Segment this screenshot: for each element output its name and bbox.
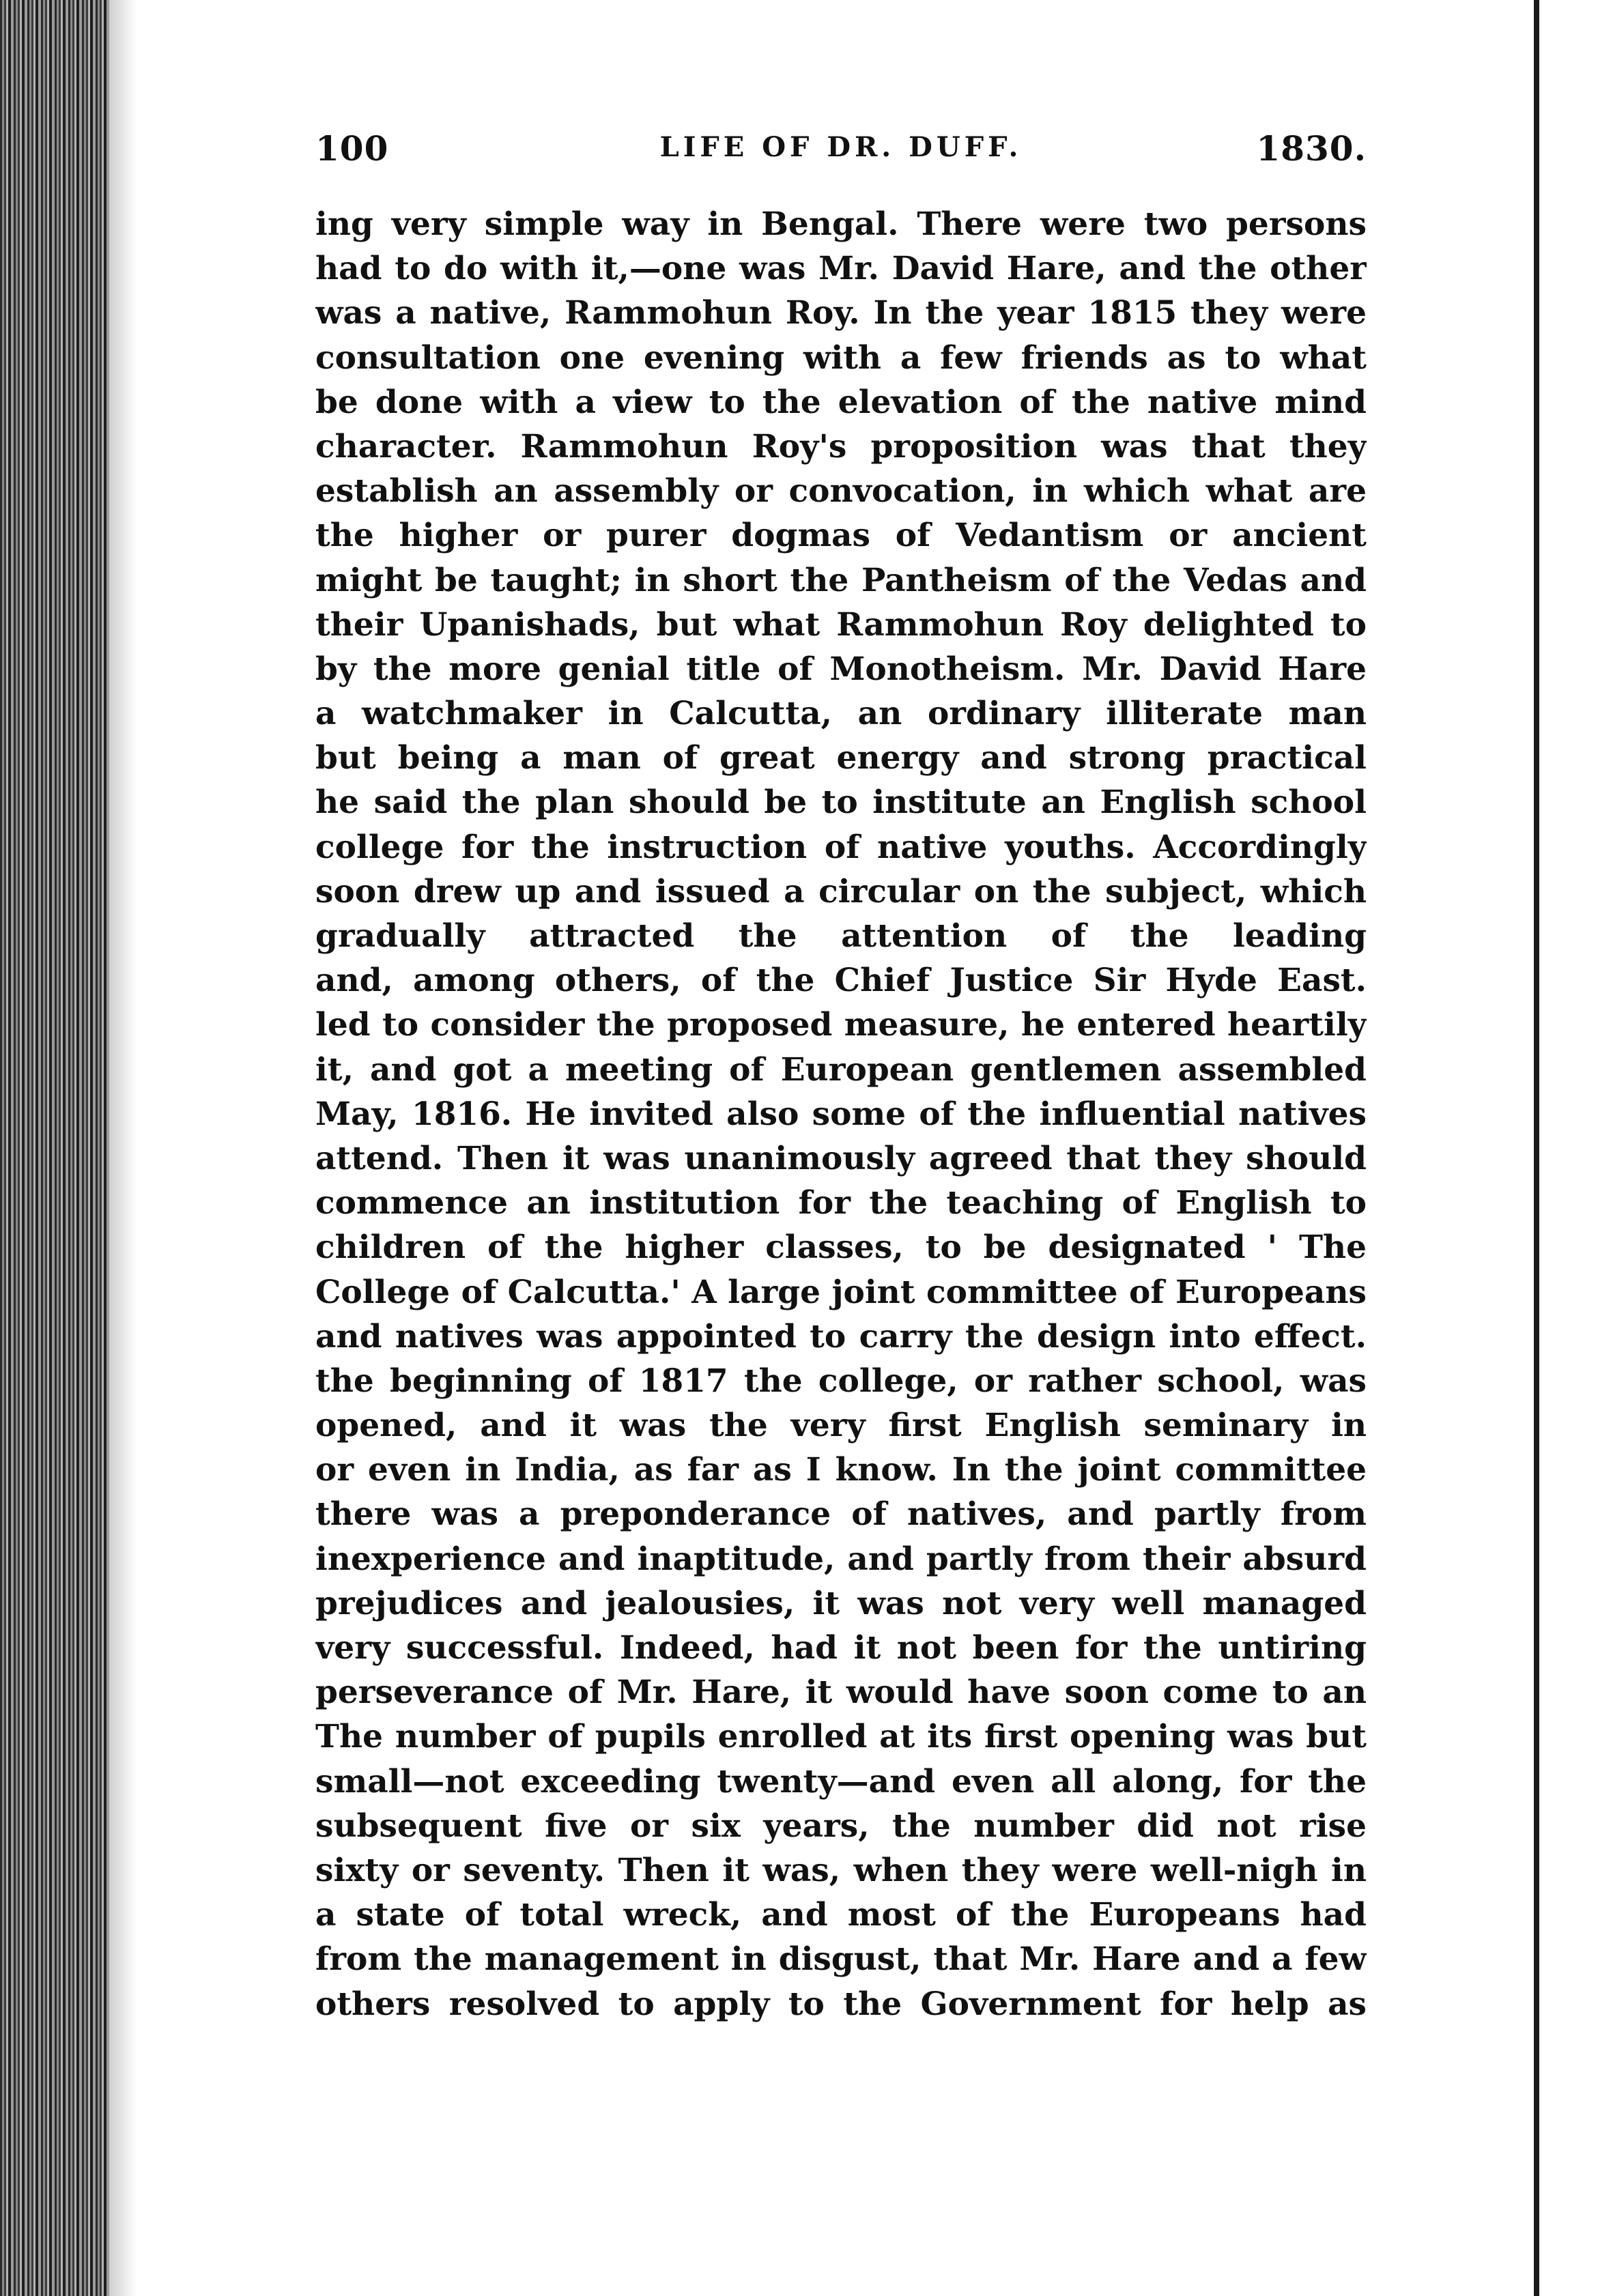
body-text [315,202,1367,2026]
text-line-content: be done with a view to the elevation of the native mind [315,383,1367,421]
text-line-content: College of Calcutta.' A large joint committee of Europeans [315,1273,1367,1311]
text-line-content: ing very simple way in Bengal. There were two persons [315,205,1367,243]
text-line [315,1181,1367,1225]
text-line [315,1492,1367,1536]
text-line-content: a watchmaker in Calcutta, an ordinary illiterate man [315,695,1367,733]
book-spine-gutter [0,0,109,2296]
text-line-content: he said the plan should be to institute an English school [315,784,1367,822]
text-line-content: consultation one evening with a few friends as to what [315,339,1367,377]
text-line-content: was a native, Rammohun Roy. In the year 1815 they were [315,294,1367,332]
text-line [315,1626,1367,1670]
text-line [315,469,1367,513]
text-line-content: commence an institution for the teaching of English to [315,1184,1367,1222]
text-line [315,603,1367,647]
running-head-title: LIFE OF DR. DUFF. [659,131,1023,163]
text-line [315,1092,1367,1136]
text-line-content: opened, and it was the very first English seminary in [315,1407,1367,1445]
text-line-content: sixty or seventy. Then it was, when they were well-nigh in [315,1851,1367,1889]
text-line-content: character. Rammohun Roy's proposition was that they [315,427,1367,465]
text-line [315,1270,1367,1315]
text-line-content: the higher or purer dogmas of Vedantism or ancient [315,517,1367,555]
page-number: 100 [315,128,389,169]
text-line-content: children of the higher classes, to be designated ' The [315,1229,1367,1267]
text-line [315,246,1367,291]
text-line-content: and natives was appointed to carry the design into effect. [315,1317,1367,1355]
text-line [315,1315,1367,1359]
text-line [315,1136,1367,1181]
running-head-year: 1830. [1256,128,1367,169]
text-line-content: but being a man of great energy and strong practical [315,739,1367,777]
text-line [315,380,1367,425]
text-line-content: it, and got a meeting of European gentlemen assembled [315,1050,1367,1089]
text-line-content: May, 1816. He invited also some of the influential natives [315,1095,1367,1133]
text-line-content: The number of pupils enrolled at its first opening was but [315,1718,1367,1756]
text-line-content: from the management in disgust, that Mr. Hare and a few [315,1940,1367,1979]
text-line [315,958,1367,1003]
text-line-content: there was a preponderance of natives, and partly from [315,1495,1367,1534]
text-line-content: had to do with it,—one was Mr. David Hare, and the other [315,250,1367,288]
text-line [315,202,1367,246]
text-line-content: gradually attracted the attention of the leading [315,917,1367,955]
gutter-shadow [109,0,137,2296]
text-line [315,1804,1367,1848]
text-line-content: or even in India, as far as I know. In the joint committee [315,1451,1367,1489]
text-line [315,1670,1367,1714]
text-line [315,1581,1367,1626]
text-line-content: their Upanishads, but what Rammohun Roy delighted to [315,605,1367,644]
text-line-content: inexperience and inaptitude, and partly from their absurd [315,1540,1367,1578]
text-line [315,513,1367,558]
text-line-content: a state of total wreck, and most of the Europeans had [315,1896,1367,1934]
text-line-content: by the more genial title of Monotheism. Mr. David Hare [315,650,1367,688]
text-line-content: perseverance of Mr. Hare, it would have soon come to an [315,1674,1367,1712]
text-line [315,1760,1367,1804]
text-line [315,1048,1367,1092]
text-line-content: might be taught; in short the Pantheism of the Vedas and [315,561,1367,599]
text-line [315,1937,1367,1981]
text-line [315,1537,1367,1581]
text-line [315,691,1367,736]
text-line [315,1403,1367,1448]
text-line [315,1359,1367,1403]
text-line-content: and, among others, of the Chief Justice Sir Hyde East. [315,962,1367,1000]
text-line-content: others resolved to apply to the Government for help as [315,1985,1367,2023]
text-line-content: college for the instruction of native youths. Accordingly [315,828,1367,866]
text-line [315,825,1367,870]
text-line [315,914,1367,958]
text-line-content: led to consider the proposed measure, he entered heartily [315,1006,1367,1044]
text-line [315,870,1367,914]
text-line [315,1982,1367,2026]
text-line-content: attend. Then it was unanimously agreed that they should [315,1139,1367,1177]
text-line-content: subsequent five or six years, the number did not rise [315,1807,1367,1845]
text-line [315,336,1367,380]
text-line [315,425,1367,469]
text-line [315,558,1367,603]
text-line [315,1448,1367,1492]
text-line-content: establish an assembly or convocation, in which what are [315,472,1367,511]
text-line [315,291,1367,335]
text-line [315,1848,1367,1893]
text-line-content: small—not exceeding twenty—and even all along, for the [315,1762,1367,1800]
running-head [315,128,1367,183]
text-line [315,1714,1367,1759]
text-line [315,780,1367,824]
text-line [315,736,1367,780]
text-line [315,1003,1367,1047]
text-line [315,1225,1367,1269]
text-line-content: soon drew up and issued a circular on the subject, which [315,872,1367,910]
text-line [315,647,1367,691]
text-line-content: prejudices and jealousies, it was not very well managed [315,1584,1367,1622]
text-line-content: the beginning of 1817 the college, or rather school, was [315,1362,1367,1400]
page-edge-line [1534,0,1539,2296]
text-line-content: very successful. Indeed, had it not been for the untiring [315,1629,1367,1667]
page-margin-right [1539,0,1613,2296]
text-line [315,1893,1367,1937]
book-page [315,128,1367,2026]
